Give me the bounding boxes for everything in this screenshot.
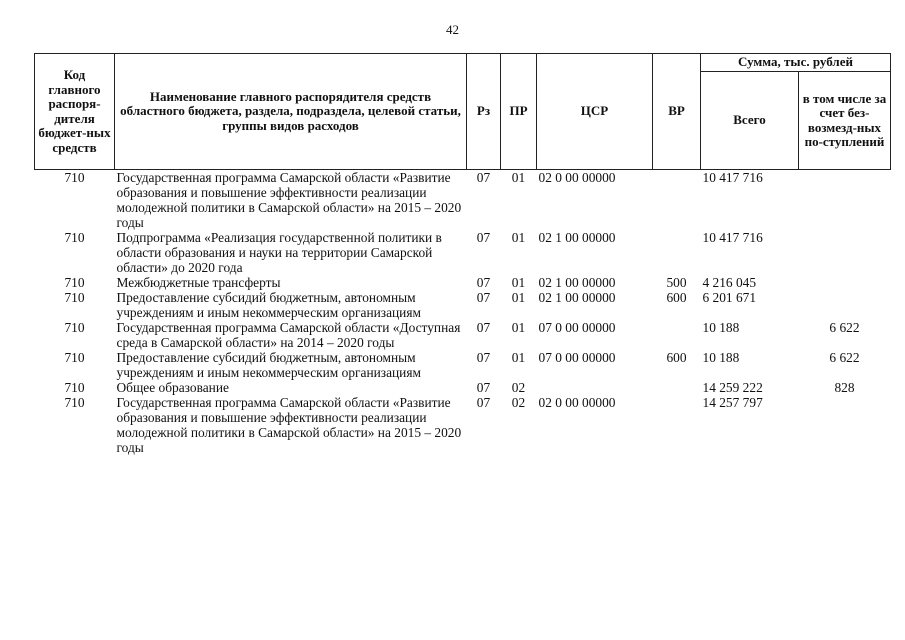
cell-total: 6 201 671	[702, 290, 757, 305]
cell-vr: 600	[666, 350, 687, 365]
header-vr: ВР	[653, 54, 701, 170]
table-row	[35, 170, 891, 231]
header-total: Всего	[701, 72, 799, 170]
cell-code: 710	[64, 320, 85, 335]
cell-vr	[653, 320, 701, 350]
header-code: Код главного распоря-дителя бюджет-ных средств	[35, 54, 115, 170]
table-row	[35, 395, 891, 455]
cell-total: 10 417 716	[702, 230, 763, 245]
cell-code: 710	[64, 230, 85, 245]
cell-pr: 01	[511, 230, 526, 245]
cell-incl	[799, 230, 891, 275]
table-row	[35, 380, 891, 395]
cell-csr: 02 1 00 00000	[538, 275, 616, 290]
cell-rz: 07	[476, 290, 491, 305]
cell-rz: 07	[476, 170, 491, 185]
cell-incl	[799, 170, 891, 231]
cell-rz: 07	[476, 350, 491, 365]
cell-csr: 02 1 00 00000	[538, 290, 616, 305]
cell-name: Государственная программа Самарской области «Развитие образования и повышение эффективности реализации молодежной политики в Самарской области» на 2015 – 2020 годы	[116, 395, 462, 455]
cell-incl: 6 622	[829, 350, 860, 365]
header-incl: в том числе за счет без-возмезд-ных по-ступлений	[799, 72, 891, 170]
header-rz: Рз	[467, 54, 501, 170]
cell-total: 10 188	[702, 350, 740, 365]
cell-incl: 828	[834, 380, 855, 395]
table-row	[35, 320, 891, 350]
cell-csr: 02 0 00 00000	[538, 395, 616, 410]
cell-csr	[537, 380, 653, 395]
cell-pr: 01	[511, 275, 526, 290]
cell-vr: 500	[666, 275, 687, 290]
cell-rz: 07	[476, 230, 491, 245]
cell-vr	[653, 170, 701, 231]
cell-pr: 02	[511, 395, 526, 410]
cell-rz: 07	[476, 275, 491, 290]
header-sum: Сумма, тыс. рублей	[701, 54, 891, 72]
cell-incl: 6 622	[829, 320, 860, 335]
cell-code: 710	[64, 380, 85, 395]
cell-code: 710	[64, 350, 85, 365]
table-row	[35, 290, 891, 320]
cell-vr	[653, 380, 701, 395]
cell-incl	[799, 275, 891, 290]
cell-total: 10 417 716	[702, 170, 763, 185]
cell-rz: 07	[476, 320, 491, 335]
cell-csr: 02 0 00 00000	[538, 170, 616, 185]
cell-vr: 600	[666, 290, 687, 305]
cell-code: 710	[64, 170, 85, 185]
cell-csr: 07 0 00 00000	[538, 320, 616, 335]
cell-name: Предоставление субсидий бюджетным, автономным учреждениям и иным некоммерческим организациям	[116, 350, 421, 380]
cell-pr: 01	[511, 320, 526, 335]
cell-pr: 02	[511, 380, 526, 395]
cell-csr: 02 1 00 00000	[538, 230, 616, 245]
cell-name: Подпрограмма «Реализация государственной политики в области образования и науки на территории Самарской области» до 2020 года	[116, 230, 442, 275]
cell-pr: 01	[511, 170, 526, 185]
cell-total: 10 188	[702, 320, 740, 335]
cell-vr	[653, 230, 701, 275]
table-row	[35, 230, 891, 275]
header-pr: ПР	[501, 54, 537, 170]
cell-rz: 07	[476, 380, 491, 395]
cell-vr	[653, 395, 701, 455]
cell-total: 14 259 222	[702, 380, 763, 395]
page-number: 42	[446, 22, 459, 37]
cell-rz: 07	[476, 395, 491, 410]
cell-name: Государственная программа Самарской области «Доступная среда в Самарской области» на 2014 – 2020 годы	[116, 320, 461, 350]
budget-table	[34, 53, 891, 455]
cell-code: 710	[64, 290, 85, 305]
cell-code: 710	[64, 395, 85, 410]
cell-csr: 07 0 00 00000	[538, 350, 616, 365]
cell-pr: 01	[511, 290, 526, 305]
cell-code: 710	[64, 275, 85, 290]
cell-total: 14 257 797	[702, 395, 763, 410]
header-csr: ЦСР	[537, 54, 653, 170]
cell-name: Межбюджетные трансферты	[116, 275, 281, 290]
cell-incl	[799, 290, 891, 320]
header-name: Наименование главного распорядителя средств областного бюджета, раздела, подраздела, целевой статьи, группы видов расходов	[115, 54, 467, 170]
cell-name: Государственная программа Самарской области «Развитие образования и повышение эффективности реализации молодежной политики в Самарской области» на 2015 – 2020 годы	[116, 170, 462, 230]
table-row	[35, 275, 891, 290]
cell-name: Предоставление субсидий бюджетным, автономным учреждениям и иным некоммерческим организациям	[116, 290, 421, 320]
cell-total: 4 216 045	[702, 275, 757, 290]
table-row	[35, 350, 891, 380]
cell-incl	[799, 395, 891, 455]
cell-pr: 01	[511, 350, 526, 365]
cell-name: Общее образование	[116, 380, 229, 395]
